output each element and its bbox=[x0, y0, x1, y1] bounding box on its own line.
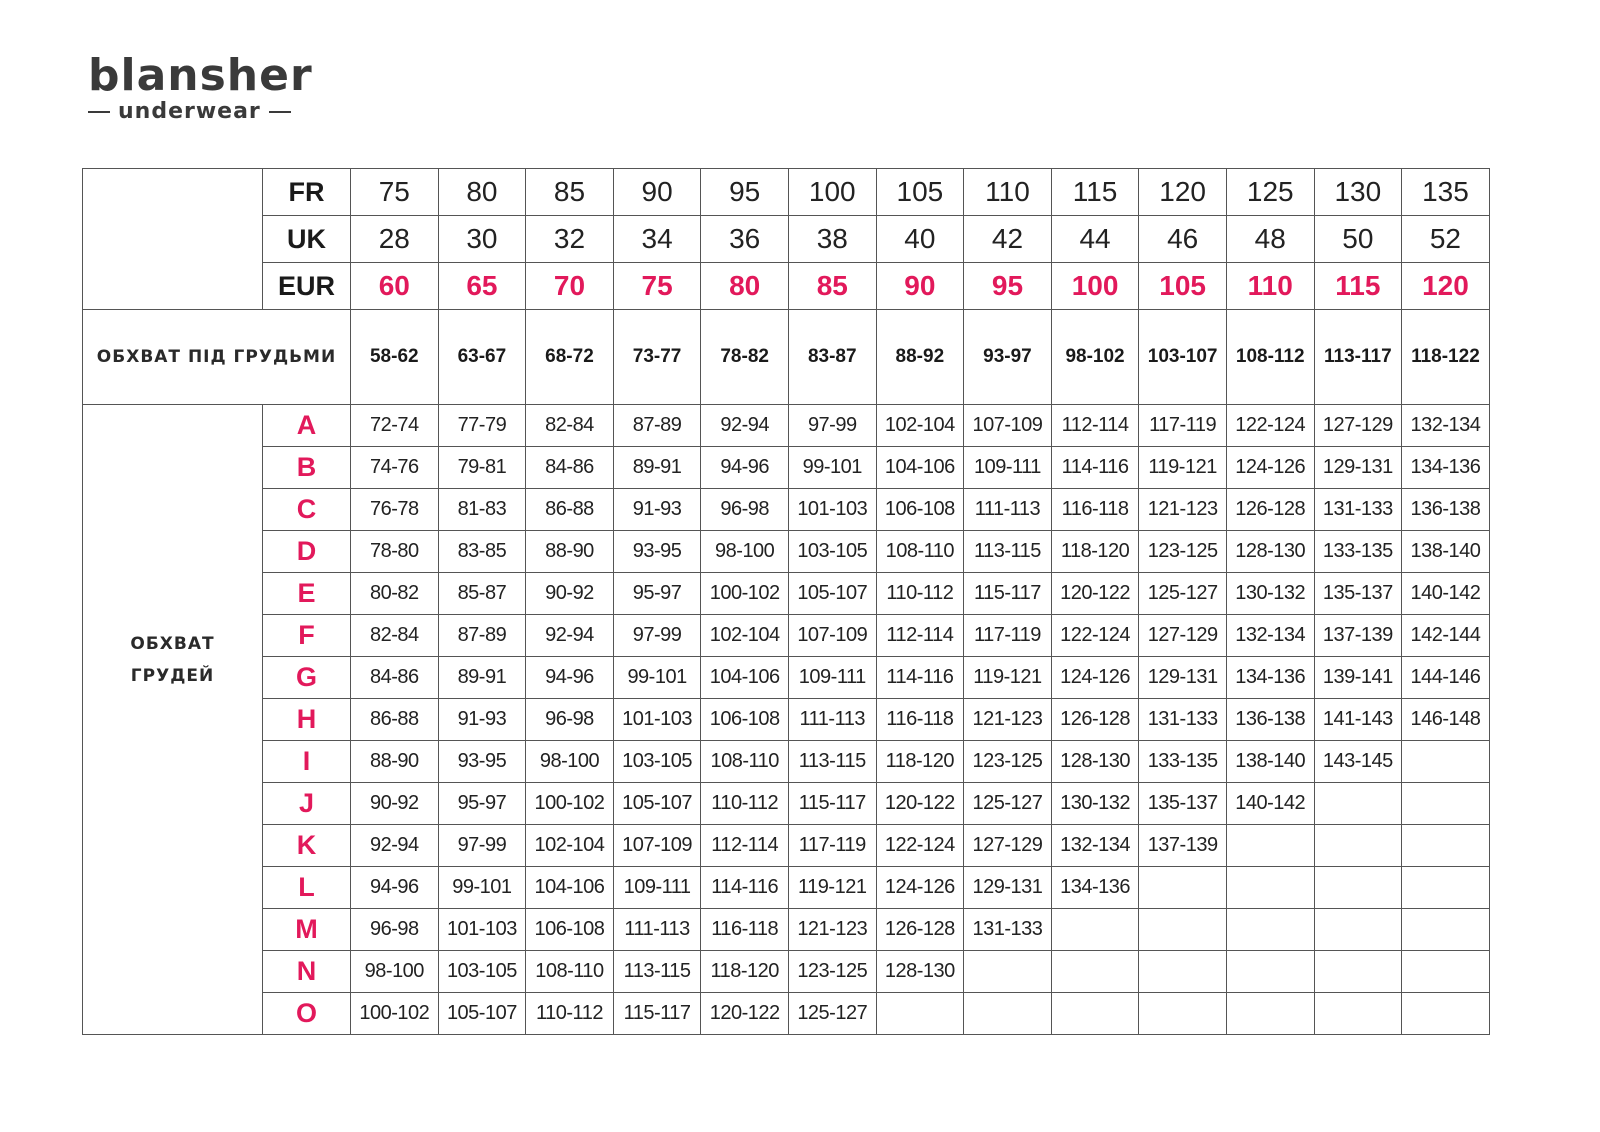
bust-range-cell: 105-107 bbox=[788, 573, 876, 615]
bust-range-cell: 135-137 bbox=[1139, 783, 1227, 825]
bust-range-cell: 125-127 bbox=[788, 993, 876, 1035]
underbust-value: 108-112 bbox=[1226, 310, 1314, 405]
bust-range-cell: 116-118 bbox=[701, 909, 789, 951]
size-value: 100 bbox=[788, 169, 876, 216]
cup-letter: N bbox=[263, 951, 351, 993]
bust-range-cell: 102-104 bbox=[876, 405, 964, 447]
cup-letter: M bbox=[263, 909, 351, 951]
size-value: 110 bbox=[964, 169, 1052, 216]
cup-letter: G bbox=[263, 657, 351, 699]
bust-range-cell: 129-131 bbox=[964, 867, 1052, 909]
bust-range-cell: 111-113 bbox=[788, 699, 876, 741]
bust-range-cell: 97-99 bbox=[438, 825, 526, 867]
bust-range-cell: 88-90 bbox=[526, 531, 614, 573]
bust-range-cell: 94-96 bbox=[701, 447, 789, 489]
bust-range-cell: 140-142 bbox=[1226, 783, 1314, 825]
bust-range-cell bbox=[1402, 783, 1490, 825]
bust-range-cell: 125-127 bbox=[1139, 573, 1227, 615]
cup-row-l bbox=[83, 867, 1490, 909]
bust-range-cell: 81-83 bbox=[438, 489, 526, 531]
underbust-value: 58-62 bbox=[351, 310, 439, 405]
bust-range-cell: 127-129 bbox=[1314, 405, 1402, 447]
bust-range-cell bbox=[1226, 993, 1314, 1035]
bust-range-cell bbox=[1051, 951, 1139, 993]
bust-range-cell: 121-123 bbox=[1139, 489, 1227, 531]
bust-range-cell: 134-136 bbox=[1226, 657, 1314, 699]
bust-range-cell: 134-136 bbox=[1051, 867, 1139, 909]
cup-letter: B bbox=[263, 447, 351, 489]
bust-range-cell: 102-104 bbox=[526, 825, 614, 867]
size-value: 75 bbox=[613, 263, 701, 310]
cup-letter: F bbox=[263, 615, 351, 657]
size-value: 110 bbox=[1226, 263, 1314, 310]
bust-range-cell: 132-134 bbox=[1402, 405, 1490, 447]
bust-range-cell: 114-116 bbox=[701, 867, 789, 909]
cup-row-a bbox=[83, 405, 1490, 447]
bust-range-cell: 109-111 bbox=[613, 867, 701, 909]
bust-range-cell: 123-125 bbox=[1139, 531, 1227, 573]
size-value: 125 bbox=[1226, 169, 1314, 216]
bust-range-cell: 139-141 bbox=[1314, 657, 1402, 699]
bust-range-cell bbox=[1139, 867, 1227, 909]
bust-range-cell: 88-90 bbox=[351, 741, 439, 783]
bust-range-cell: 123-125 bbox=[788, 951, 876, 993]
bust-range-cell: 122-124 bbox=[1226, 405, 1314, 447]
bust-range-cell: 104-106 bbox=[701, 657, 789, 699]
header-row-eur bbox=[83, 263, 1490, 310]
bust-range-cell: 104-106 bbox=[876, 447, 964, 489]
bust-range-cell: 96-98 bbox=[526, 699, 614, 741]
bust-range-cell: 115-117 bbox=[788, 783, 876, 825]
size-system-label: FR bbox=[263, 169, 351, 216]
bust-range-cell: 95-97 bbox=[438, 783, 526, 825]
size-value: 30 bbox=[438, 216, 526, 263]
size-value: 120 bbox=[1402, 263, 1490, 310]
bust-range-cell: 97-99 bbox=[613, 615, 701, 657]
cup-letter: K bbox=[263, 825, 351, 867]
bust-range-cell: 124-126 bbox=[1226, 447, 1314, 489]
cup-letter: C bbox=[263, 489, 351, 531]
cup-letter: O bbox=[263, 993, 351, 1035]
bust-range-cell bbox=[1226, 867, 1314, 909]
size-value: 70 bbox=[526, 263, 614, 310]
bust-range-cell: 114-116 bbox=[1051, 447, 1139, 489]
bust-range-cell: 96-98 bbox=[351, 909, 439, 951]
bust-range-cell: 90-92 bbox=[526, 573, 614, 615]
bust-range-cell: 109-111 bbox=[964, 447, 1052, 489]
bust-range-cell: 80-82 bbox=[351, 573, 439, 615]
bust-range-cell: 101-103 bbox=[788, 489, 876, 531]
cup-letter: E bbox=[263, 573, 351, 615]
size-value: 44 bbox=[1051, 216, 1139, 263]
bust-range-cell: 98-100 bbox=[526, 741, 614, 783]
size-value: 28 bbox=[351, 216, 439, 263]
bust-range-cell: 118-120 bbox=[1051, 531, 1139, 573]
bust-range-cell: 105-107 bbox=[438, 993, 526, 1035]
cup-letter: I bbox=[263, 741, 351, 783]
bust-range-cell bbox=[1314, 867, 1402, 909]
bust-range-cell: 117-119 bbox=[1139, 405, 1227, 447]
size-value: 90 bbox=[613, 169, 701, 216]
brand-name: blansher bbox=[88, 50, 313, 101]
bust-range-cell: 99-101 bbox=[788, 447, 876, 489]
bust-range-cell: 74-76 bbox=[351, 447, 439, 489]
bust-range-cell: 128-130 bbox=[1051, 741, 1139, 783]
tagline-rule-left bbox=[88, 111, 110, 113]
bust-range-cell: 91-93 bbox=[438, 699, 526, 741]
header-row-uk bbox=[83, 216, 1490, 263]
bust-range-cell: 125-127 bbox=[964, 783, 1052, 825]
underbust-row bbox=[83, 310, 1490, 405]
bust-range-cell: 110-112 bbox=[701, 783, 789, 825]
bust-range-cell bbox=[1139, 909, 1227, 951]
cup-letter: H bbox=[263, 699, 351, 741]
bust-range-cell: 107-109 bbox=[964, 405, 1052, 447]
bust-range-cell bbox=[1051, 909, 1139, 951]
bust-range-cell: 91-93 bbox=[613, 489, 701, 531]
bust-range-cell: 133-135 bbox=[1314, 531, 1402, 573]
bust-range-cell: 78-80 bbox=[351, 531, 439, 573]
cup-row-e bbox=[83, 573, 1490, 615]
bust-label-line: ОБХВАТ bbox=[130, 633, 215, 654]
bust-range-cell bbox=[1226, 951, 1314, 993]
bust-range-cell: 102-104 bbox=[701, 615, 789, 657]
bust-range-cell: 101-103 bbox=[613, 699, 701, 741]
bust-range-cell: 105-107 bbox=[613, 783, 701, 825]
cup-row-i bbox=[83, 741, 1490, 783]
bust-range-cell: 103-105 bbox=[788, 531, 876, 573]
brand-tagline: underwear bbox=[118, 99, 261, 124]
bust-range-cell: 85-87 bbox=[438, 573, 526, 615]
bust-range-cell: 84-86 bbox=[351, 657, 439, 699]
cup-row-c bbox=[83, 489, 1490, 531]
bust-range-cell: 106-108 bbox=[876, 489, 964, 531]
bust-range-cell: 97-99 bbox=[788, 405, 876, 447]
underbust-value: 73-77 bbox=[613, 310, 701, 405]
size-value: 36 bbox=[701, 216, 789, 263]
underbust-value: 83-87 bbox=[788, 310, 876, 405]
bust-range-cell bbox=[1314, 825, 1402, 867]
bust-range-cell: 106-108 bbox=[701, 699, 789, 741]
bust-range-cell: 111-113 bbox=[964, 489, 1052, 531]
bust-range-cell: 86-88 bbox=[351, 699, 439, 741]
bust-range-cell: 106-108 bbox=[526, 909, 614, 951]
bust-range-cell: 107-109 bbox=[788, 615, 876, 657]
size-chart-table bbox=[82, 168, 1490, 1035]
bust-range-cell: 116-118 bbox=[1051, 489, 1139, 531]
bust-range-cell: 138-140 bbox=[1226, 741, 1314, 783]
bust-range-cell bbox=[1139, 993, 1227, 1035]
bust-range-cell: 99-101 bbox=[438, 867, 526, 909]
bust-range-cell: 96-98 bbox=[701, 489, 789, 531]
size-value: 80 bbox=[701, 263, 789, 310]
bust-range-cell: 82-84 bbox=[526, 405, 614, 447]
bust-range-cell: 119-121 bbox=[788, 867, 876, 909]
brand-tagline-row bbox=[88, 100, 298, 124]
bust-range-cell: 130-132 bbox=[1051, 783, 1139, 825]
underbust-value: 103-107 bbox=[1139, 310, 1227, 405]
bust-range-cell: 103-105 bbox=[438, 951, 526, 993]
bust-range-cell: 143-145 bbox=[1314, 741, 1402, 783]
bust-label-line: ГРУДЕЙ bbox=[130, 665, 215, 686]
bust-range-cell bbox=[1314, 951, 1402, 993]
bust-range-cell: 76-78 bbox=[351, 489, 439, 531]
cup-letter: D bbox=[263, 531, 351, 573]
size-value: 120 bbox=[1139, 169, 1227, 216]
bust-range-cell bbox=[1226, 825, 1314, 867]
bust-range-cell: 115-117 bbox=[613, 993, 701, 1035]
bust-range-cell: 120-122 bbox=[1051, 573, 1139, 615]
bust-range-cell: 83-85 bbox=[438, 531, 526, 573]
bust-range-cell: 134-136 bbox=[1402, 447, 1490, 489]
bust-range-cell: 129-131 bbox=[1139, 657, 1227, 699]
bust-range-cell bbox=[1226, 909, 1314, 951]
underbust-value: 93-97 bbox=[964, 310, 1052, 405]
cup-letter: L bbox=[263, 867, 351, 909]
bust-range-cell: 107-109 bbox=[613, 825, 701, 867]
bust-range-cell: 136-138 bbox=[1226, 699, 1314, 741]
bust-range-cell: 142-144 bbox=[1402, 615, 1490, 657]
bust-range-cell: 94-96 bbox=[351, 867, 439, 909]
bust-range-cell: 146-148 bbox=[1402, 699, 1490, 741]
size-value: 130 bbox=[1314, 169, 1402, 216]
tagline-rule-right bbox=[269, 111, 291, 113]
cup-letter: J bbox=[263, 783, 351, 825]
bust-range-cell: 104-106 bbox=[526, 867, 614, 909]
size-value: 52 bbox=[1402, 216, 1490, 263]
underbust-value: 113-117 bbox=[1314, 310, 1402, 405]
size-value: 90 bbox=[876, 263, 964, 310]
bust-range-cell: 133-135 bbox=[1139, 741, 1227, 783]
bust-range-cell: 103-105 bbox=[613, 741, 701, 783]
bust-range-cell: 113-115 bbox=[964, 531, 1052, 573]
bust-range-cell bbox=[1402, 909, 1490, 951]
bust-range-cell: 86-88 bbox=[526, 489, 614, 531]
bust-range-cell bbox=[1402, 741, 1490, 783]
size-value: 100 bbox=[1051, 263, 1139, 310]
bust-range-cell: 114-116 bbox=[876, 657, 964, 699]
bust-range-cell: 124-126 bbox=[876, 867, 964, 909]
bust-range-cell: 113-115 bbox=[613, 951, 701, 993]
cup-row-f bbox=[83, 615, 1490, 657]
bust-range-cell: 92-94 bbox=[526, 615, 614, 657]
size-system-label: EUR bbox=[263, 263, 351, 310]
bust-range-cell: 99-101 bbox=[613, 657, 701, 699]
bust-range-cell: 126-128 bbox=[1051, 699, 1139, 741]
bust-range-cell: 138-140 bbox=[1402, 531, 1490, 573]
bust-range-cell: 121-123 bbox=[788, 909, 876, 951]
bust-range-cell: 98-100 bbox=[351, 951, 439, 993]
size-value: 46 bbox=[1139, 216, 1227, 263]
cup-row-o bbox=[83, 993, 1490, 1035]
underbust-value: 78-82 bbox=[701, 310, 789, 405]
bust-range-cell: 120-122 bbox=[701, 993, 789, 1035]
bust-range-cell: 119-121 bbox=[1139, 447, 1227, 489]
bust-range-cell: 136-138 bbox=[1402, 489, 1490, 531]
bust-range-cell: 112-114 bbox=[1051, 405, 1139, 447]
underbust-value: 68-72 bbox=[526, 310, 614, 405]
bust-range-cell: 135-137 bbox=[1314, 573, 1402, 615]
size-value: 95 bbox=[701, 169, 789, 216]
bust-range-cell: 108-110 bbox=[701, 741, 789, 783]
size-value: 40 bbox=[876, 216, 964, 263]
brand-logo bbox=[88, 48, 313, 128]
bust-range-cell: 126-128 bbox=[876, 909, 964, 951]
bust-range-cell: 140-142 bbox=[1402, 573, 1490, 615]
cup-row-g bbox=[83, 657, 1490, 699]
bust-range-cell: 84-86 bbox=[526, 447, 614, 489]
bust-range-cell: 98-100 bbox=[701, 531, 789, 573]
underbust-label: ОБХВАТ ПІД ГРУДЬМИ bbox=[83, 310, 351, 405]
bust-range-cell: 111-113 bbox=[613, 909, 701, 951]
cup-row-d bbox=[83, 531, 1490, 573]
underbust-value: 118-122 bbox=[1402, 310, 1490, 405]
bust-range-cell: 132-134 bbox=[1226, 615, 1314, 657]
bust-range-cell: 131-133 bbox=[1314, 489, 1402, 531]
bust-range-cell: 72-74 bbox=[351, 405, 439, 447]
bust-range-cell: 93-95 bbox=[438, 741, 526, 783]
bust-range-cell: 118-120 bbox=[701, 951, 789, 993]
bust-range-cell: 131-133 bbox=[1139, 699, 1227, 741]
bust-range-cell: 117-119 bbox=[788, 825, 876, 867]
size-value: 135 bbox=[1402, 169, 1490, 216]
bust-range-cell: 112-114 bbox=[701, 825, 789, 867]
bust-range-cell bbox=[1051, 993, 1139, 1035]
size-value: 42 bbox=[964, 216, 1052, 263]
bust-range-cell: 128-130 bbox=[876, 951, 964, 993]
bust-range-cell: 94-96 bbox=[526, 657, 614, 699]
bust-range-cell: 100-102 bbox=[526, 783, 614, 825]
bust-range-cell: 110-112 bbox=[526, 993, 614, 1035]
bust-range-cell: 108-110 bbox=[876, 531, 964, 573]
bust-range-cell: 118-120 bbox=[876, 741, 964, 783]
bust-range-cell: 126-128 bbox=[1226, 489, 1314, 531]
bust-range-cell bbox=[1314, 783, 1402, 825]
bust-range-cell bbox=[1314, 993, 1402, 1035]
bust-range-cell bbox=[876, 993, 964, 1035]
bust-range-cell: 95-97 bbox=[613, 573, 701, 615]
bust-range-cell: 129-131 bbox=[1314, 447, 1402, 489]
bust-range-cell: 90-92 bbox=[351, 783, 439, 825]
cup-row-h bbox=[83, 699, 1490, 741]
header-row-fr bbox=[83, 169, 1490, 216]
underbust-value: 63-67 bbox=[438, 310, 526, 405]
bust-range-cell: 101-103 bbox=[438, 909, 526, 951]
size-value: 85 bbox=[526, 169, 614, 216]
bust-range-cell: 100-102 bbox=[701, 573, 789, 615]
bust-range-cell: 109-111 bbox=[788, 657, 876, 699]
bust-range-cell: 130-132 bbox=[1226, 573, 1314, 615]
bust-range-cell: 123-125 bbox=[964, 741, 1052, 783]
size-value: 60 bbox=[351, 263, 439, 310]
size-value: 105 bbox=[1139, 263, 1227, 310]
bust-range-cell: 131-133 bbox=[964, 909, 1052, 951]
bust-range-cell: 137-139 bbox=[1314, 615, 1402, 657]
bust-range-cell: 87-89 bbox=[613, 405, 701, 447]
bust-range-cell: 116-118 bbox=[876, 699, 964, 741]
underbust-value: 88-92 bbox=[876, 310, 964, 405]
size-value: 75 bbox=[351, 169, 439, 216]
underbust-value: 98-102 bbox=[1051, 310, 1139, 405]
bust-range-cell: 108-110 bbox=[526, 951, 614, 993]
size-value: 38 bbox=[788, 216, 876, 263]
bust-range-cell bbox=[1402, 825, 1490, 867]
size-value: 95 bbox=[964, 263, 1052, 310]
bust-range-cell: 89-91 bbox=[438, 657, 526, 699]
bust-range-cell: 119-121 bbox=[964, 657, 1052, 699]
size-value: 115 bbox=[1314, 263, 1402, 310]
bust-range-cell bbox=[1402, 993, 1490, 1035]
bust-range-cell: 144-146 bbox=[1402, 657, 1490, 699]
bust-range-cell bbox=[1402, 951, 1490, 993]
bust-range-cell: 127-129 bbox=[964, 825, 1052, 867]
bust-label bbox=[83, 405, 263, 1035]
size-value: 34 bbox=[613, 216, 701, 263]
bust-range-cell: 137-139 bbox=[1139, 825, 1227, 867]
bust-range-cell: 117-119 bbox=[964, 615, 1052, 657]
size-value: 105 bbox=[876, 169, 964, 216]
size-value: 48 bbox=[1226, 216, 1314, 263]
size-value: 115 bbox=[1051, 169, 1139, 216]
bust-range-cell: 112-114 bbox=[876, 615, 964, 657]
bust-range-cell: 77-79 bbox=[438, 405, 526, 447]
size-system-label: UK bbox=[263, 216, 351, 263]
bust-range-cell: 89-91 bbox=[613, 447, 701, 489]
bust-range-cell bbox=[964, 993, 1052, 1035]
size-value: 32 bbox=[526, 216, 614, 263]
bust-range-cell: 93-95 bbox=[613, 531, 701, 573]
bust-range-cell bbox=[964, 951, 1052, 993]
bust-range-cell: 110-112 bbox=[876, 573, 964, 615]
cup-row-b bbox=[83, 447, 1490, 489]
bust-range-cell: 122-124 bbox=[1051, 615, 1139, 657]
cup-row-m bbox=[83, 909, 1490, 951]
bust-range-cell bbox=[1402, 867, 1490, 909]
bust-range-cell: 92-94 bbox=[351, 825, 439, 867]
header-blank-cell bbox=[83, 169, 263, 310]
bust-range-cell: 115-117 bbox=[964, 573, 1052, 615]
cup-row-j bbox=[83, 783, 1490, 825]
cup-row-k bbox=[83, 825, 1490, 867]
bust-range-cell: 141-143 bbox=[1314, 699, 1402, 741]
size-value: 65 bbox=[438, 263, 526, 310]
bust-range-cell: 124-126 bbox=[1051, 657, 1139, 699]
size-value: 85 bbox=[788, 263, 876, 310]
bust-range-cell bbox=[1139, 951, 1227, 993]
bust-range-cell: 92-94 bbox=[701, 405, 789, 447]
size-value: 80 bbox=[438, 169, 526, 216]
bust-range-cell: 82-84 bbox=[351, 615, 439, 657]
bust-range-cell: 122-124 bbox=[876, 825, 964, 867]
bust-range-cell: 127-129 bbox=[1139, 615, 1227, 657]
cup-row-n bbox=[83, 951, 1490, 993]
bust-range-cell: 132-134 bbox=[1051, 825, 1139, 867]
bust-range-cell: 87-89 bbox=[438, 615, 526, 657]
bust-range-cell: 79-81 bbox=[438, 447, 526, 489]
bust-range-cell: 113-115 bbox=[788, 741, 876, 783]
bust-range-cell: 120-122 bbox=[876, 783, 964, 825]
bust-range-cell: 128-130 bbox=[1226, 531, 1314, 573]
size-value: 50 bbox=[1314, 216, 1402, 263]
bust-range-cell: 100-102 bbox=[351, 993, 439, 1035]
bust-range-cell: 121-123 bbox=[964, 699, 1052, 741]
bust-range-cell bbox=[1314, 909, 1402, 951]
cup-letter: A bbox=[263, 405, 351, 447]
